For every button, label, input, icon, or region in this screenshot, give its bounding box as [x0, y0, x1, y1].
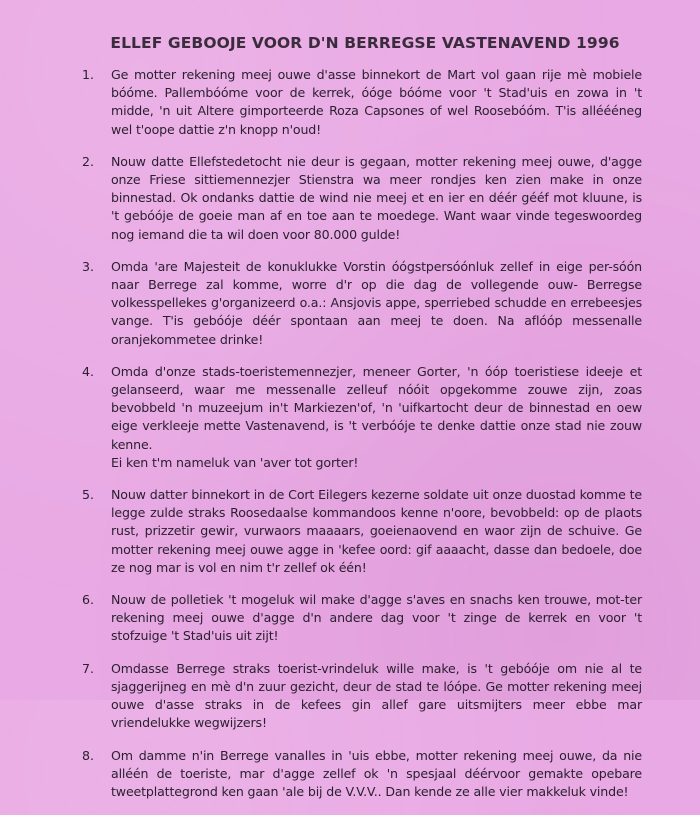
- list-item: [82, 747, 642, 802]
- list-item: [82, 153, 642, 244]
- item-number: 8.: [82, 747, 95, 763]
- item-text: Nouw datter binnekort in de Cort Eilegers kezerne soldate uit onze duostad komme te legge zulde straks Roosedaalse kommandoos kenne n'oore, bevobbeld: op de plaots rust, prizzetir gewir, vurwaors maaaars, goeienaovend en waor zijn de schuive. Ge motter rekening meej ouwe agge in 'kefee oord: gif aaaacht, dasse dan bedoele, doe ze nog mar is vol en nim t'r zellef ok één!: [111, 487, 642, 575]
- list-item: [82, 66, 642, 139]
- item-text: Omda d'onze stads-toeristemennezjer, meneer Gorter, 'n óóp toeristiese ideeje et gelanseerd, waar me messenalle zelleuf nóóit opgekomme zouwe zijn, zoas bevobbeld 'n muzeejum in't Markiezen'of, 'n 'uifkartocht deur de binnestad en oew eige verkleeje mette Vastenavend, is 't verbóóje te denke dattie onze stad nie zouw kenne. Ei ken t'm nameluk van 'aver tot gorter!: [111, 363, 642, 470]
- item-text: Omda 'are Majesteit de konuklukke Vorstin óógstpersóónluk zellef in eige per-sóón naar Berrege zal komme, worre d'r op die dag de vollegende ouw- Berregse volkesspellekes g'organizeerd o.a.: Ansjovis appe, sperriebed schudde en errebeesjes vange. T'is gebóóje déér spontaan aan meej te doen. Na aflóóp messenalle oranjekommetee drinke!: [111, 258, 642, 347]
- item-number: 2.: [82, 153, 95, 169]
- list-item: [82, 591, 642, 646]
- item-number: 3.: [82, 258, 95, 274]
- item-number: 7.: [82, 660, 95, 676]
- item-number: 5.: [82, 487, 95, 503]
- list-item: [82, 486, 642, 577]
- item-text: Om damme n'in Berrege vanalles in 'uis ebbe, motter rekening meej ouwe, da nie alléén de toeriste, mar d'agge zellef ok 'n spesjaal déérvoor gemakte opebare tweetplattegrond ken gaan 'ale bij de V.V.V.. Dan kende ze alle vier makkeluk vinde!: [111, 747, 642, 799]
- list-item: [82, 363, 642, 472]
- list-item: [82, 660, 642, 733]
- item-text: Nouw datte Ellefstedetocht nie deur is gegaan, motter rekening meej ouwe, d'agge onze Friese sittiemennezjer Stienstra wa meer rondjes ken zien make in onze binnestad. Ok ondanks dattie de wind nie meej et en ier en déér gééf mot kluune, is 't gebóóje de goeie man af en toe aan te moedege. Want waar vinde tegeswoordeg nog iemand die ta wil doen voor 80.000 gulde!: [111, 153, 642, 242]
- list-item: [82, 258, 642, 349]
- item-text: Ge motter rekening meej ouwe d'asse binnekort de Mart vol gaan rije mè mobiele bóóme. Pallembóóme voor de kerrek, óóge bóóme voor 't Stad'uis en zowa in 't midde, 'n uit Altere gimporteerde Roza Capsones of wel Roosebóóm. T'is alléééneg wel t'oope dattie z'n knopp n'oud!: [111, 67, 642, 137]
- document-title: ELLEF GEBOOJE VOOR D'N BERREGSE VASTENAVEND 1996: [110, 34, 620, 52]
- regulations-list: [82, 66, 642, 815]
- item-text: Omdasse Berrege straks toerist-vrindeluk wille make, is 't gebóóje om nie al te sjaggerijneg en mè d'n zuur gezicht, deur de stad te lóópe. Ge motter rekening meej ouwe d'asse straks in de kefees gin allef gare uitsmijters meer ebbe mar vriendelukke wegwijzers!: [111, 660, 642, 731]
- item-number: 4.: [82, 363, 95, 379]
- item-text: Nouw de polletiek 't mogeluk wil make d'agge s'aves en snachs ken trouwe, mot-ter rekening meej ouwe d'agge d'n andere dag voor 't zinge de kerrek en voor 't stofzuige 't Stad'uis uit zijt!: [111, 592, 642, 644]
- item-number: 6.: [82, 592, 95, 608]
- item-number: 1.: [82, 67, 95, 82]
